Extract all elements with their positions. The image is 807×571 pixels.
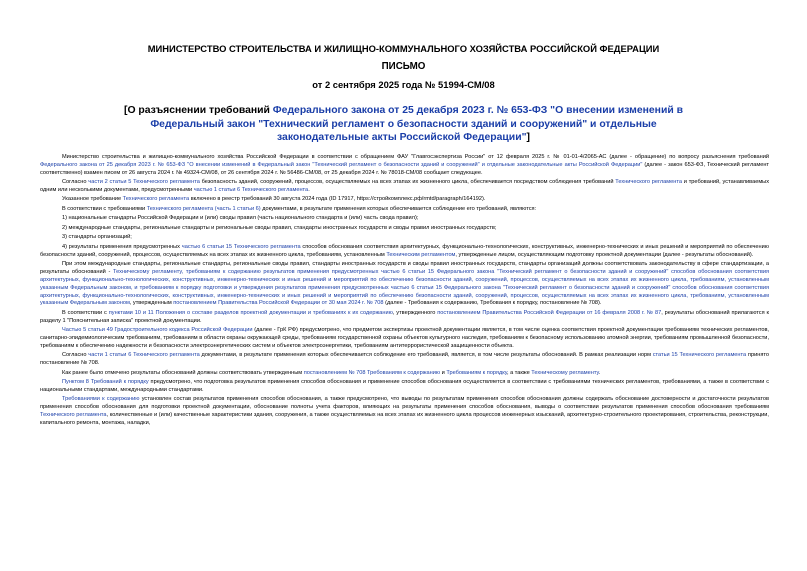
document-body: [40, 154, 769, 428]
document-link[interactable]: Технического регламента: [615, 179, 682, 186]
paragraph-text: , утвержденные лицом, осуществляющим подготовку проектной документации (далее - результаты обоснований).: [455, 251, 754, 258]
subject-law-link[interactable]: Федерального закона от 25 декабря 2023 г. № 653-ФЗ "О внесении изменений в Федеральный закон "Технический регламент о безопасности зданий и сооружений" и отдельные законодательные акты Российской Федерации": [150, 105, 684, 143]
paragraph: [40, 327, 769, 351]
document-link[interactable]: Требованиям к порядку: [446, 369, 507, 376]
paragraph-text: Согласно: [62, 352, 89, 359]
paragraph: [40, 196, 769, 204]
document-link[interactable]: постановлением № 708 Требованиям к содержанию: [303, 369, 441, 376]
document-link[interactable]: части 2 статьи 5 Технического регламента: [88, 179, 200, 186]
document-link[interactable]: частью 6 статьи 15 Технического регламента: [181, 243, 301, 250]
paragraph-text: предусмотрено, что подготовка результатов применения способов обоснования и применение способов обоснования осуществляется в соответствии с требованиями технических регламентов, требованиями, а также в соответствии с национальными стандартами, международными стандартами.: [40, 379, 770, 393]
paragraph-text: При этом международные стандарты, региональные стандарты, региональные своды правил, стандарты иностранных государств и своды правил иностранных государств, стандарты организаций должны соответствовать законодательству в сфере стандартизации, а результаты обоснований -: [40, 261, 769, 275]
document-link[interactable]: Требованиями к содержанию: [62, 396, 140, 403]
paragraph-text: , а также: [506, 369, 532, 376]
paragraph-text: документами, в результате применения которых обеспечивается соблюдение его требований, являются:: [260, 205, 537, 212]
document-link[interactable]: Пунктом 8 Требований к порядку: [62, 379, 149, 386]
paragraph-text: (далее - Требования к содержанию, Требования к порядку, постановление № 708).: [383, 300, 602, 307]
document-link[interactable]: частью 1 статьи 6 Технического регламента: [193, 187, 309, 194]
paragraph-text: Согласно: [62, 179, 89, 186]
paragraph: [40, 310, 769, 326]
document-link[interactable]: Техническому регламенту, требованиям к содержанию результатов применения предусмотренных частью 6 статьи 15 Федерального закона "Технический регламент о безопасности зданий и сооружений" способов обоснования соответствия архитектурных, функционально-технологических, конструктивных, инженерно-технических и иных решений и мероприятий по обеспечению безопасности зданий, сооружений, процессов, осуществляемых на всех этапах их жизненного цикла, требованиям, установленным указанным Федеральным законом, и требованиям к порядку подготовки и утверждения результатов применения предусмотренных частью 6 статьи 15 Федерального закона "Технический регламент о безопасности зданий и сооружений" способов обоснования соответствия архитектурных, функционально-технологических, конструктивных, инженерно-технических и иных решений и мероприятий по обеспечению безопасности зданий, сооружений, процессов, осуществляемых на всех этапах их жизненного цикла, требованиям, установленным указанным Федеральным законом: [40, 268, 769, 307]
paragraph: [40, 396, 769, 427]
paragraph: [40, 244, 769, 260]
paragraph-text: способов обоснования соответствия архитектурных, функционально-технологических, конструктивных, инженерно-технических и иных решений и мероприятий по обеспечению безопасности зданий, сооружений, процессов, осуществляемых на всех этапах их жизненного цикла, требованиям, установленным: [40, 243, 769, 258]
paragraph-text: и: [440, 369, 447, 376]
document-link[interactable]: Частью 5 статьи 49 Градостроительного кодекса Российской Федерации: [62, 327, 253, 334]
paragraph: [40, 179, 769, 195]
document-link[interactable]: Технического регламента (часть 1 статьи 6): [146, 205, 261, 212]
document-link[interactable]: статьи 15 Технического регламента: [652, 352, 747, 359]
paragraph-text: , количественные и (или) качественные характеристики здания, сооружения, а также осуществляемых на всех этапах их жизненного цикла процессов инженерных изысканий, архитектурно-строительного проектирования, строительства, реконструкции, капитального ремонта, монтажа, наладки,: [40, 412, 769, 426]
ministry-title: МИНИСТЕРСТВО СТРОИТЕЛЬСТВА И ЖИЛИЩНО-КОММУНАЛЬНОГО ХОЗЯЙСТВА РОССИЙСКОЙ ФЕДЕРАЦИИ: [147, 43, 660, 54]
document-link[interactable]: Федерального закона от 25 декабря 2023 г. № 653-ФЗ "О внесении изменений в Федеральный закон "Технический регламент о безопасности зданий и сооружений" и отдельные законодательные акты Российской Федерации": [40, 161, 643, 168]
document-link[interactable]: Технического регламента: [122, 196, 190, 203]
document-type: ПИСЬМО: [381, 61, 426, 72]
paragraph-text: 3) стандарты организаций;: [62, 234, 132, 241]
paragraph-text: Указанное требование: [62, 196, 123, 203]
paragraph-text: , утвержденным: [129, 300, 174, 307]
document-link[interactable]: Техническим регламентом: [386, 251, 456, 258]
paragraph: [40, 352, 769, 368]
paragraph-text: 2) международные стандарты, региональные стандарты и региональные своды правил, стандарты иностранных государств и своды правил иностранных государств;: [62, 224, 497, 231]
subject-prefix: [О разъяснении требований: [123, 105, 273, 116]
paragraph-text: Министерство строительства и жилищно-коммунального хозяйства Российской Федерации в соответствии с обращением ФАУ "Главгосэкспертиза России" от 12 февраля 2025 г. № 01-01-4/2065-АС (далее - обращение) по вопросу разъяснения требований: [62, 154, 769, 160]
document-subject: [108, 104, 699, 145]
document-link[interactable]: пунктами 10 и 11 Положения о составе разделов проектной документации и требованиях к их содержанию: [108, 309, 393, 316]
document-date-number: от 2 сентября 2025 года № 51994-СМ/08: [312, 79, 495, 90]
paragraph-text: (далее - ГрК РФ) предусмотрено, что предметом экспертизы проектной документации является, в том числе оценка соответствия проектной документации требованиям технических регламентов, санитарно-эпидемиологическим требованиям, требованиям в области охраны окружающей среды, требованиям государственной охраны объектов культурного наследия, требованиям к безопасному использованию атомной энергии, требованиям промышленной безопасности, требованиям к обеспечению надежности и безопасности электроэнергетических систем и объектов электроэнергетики, требованиям антитеррористической защищенности объекта.: [40, 327, 769, 349]
paragraph: [40, 206, 769, 214]
paragraph-text: Как ранее было отмечено результаты обоснований должны соответствовать утвержденным: [62, 369, 304, 376]
paragraph-text: , утвержденного: [392, 309, 438, 316]
document-link[interactable]: Технического регламента: [40, 412, 107, 419]
subject-suffix: ]: [526, 132, 530, 143]
paragraph: [40, 379, 769, 395]
paragraph-text: В соответствии с требованиями: [62, 205, 147, 212]
paragraph: [40, 261, 769, 308]
document-link[interactable]: постановлением Правительства Российской Федерации от 30 мая 2024 г. № 708: [173, 300, 384, 307]
paragraph: [40, 370, 769, 378]
document-link[interactable]: Техническому регламенту: [531, 369, 599, 376]
paragraph-text: включено в реестр требований 30 августа 2024 года (ID 17917, https://стройкомплекс.рф/rmtd/paragraph/164192).: [189, 196, 486, 203]
paragraph-text: (далее - закон 653-ФЗ, Технический регламент соответственно) взамен писем от 26 августа 2024 г. № 49324-СМ/08, от 26 сентября 2024 г. № 56486-СМ/08, от 25 декабря 2024 г. № 78018-СМ/08 сообщает следующее.: [40, 161, 769, 176]
paragraph-text: принято постановление № 708.: [40, 352, 769, 367]
paragraph-text: 1) национальные стандарты Российской Федерации и (или) своды правил (часть национального стандарта и (или) часть свода правил);: [62, 215, 419, 222]
paragraph-text: .: [598, 369, 601, 376]
paragraph-text: В соответствии с: [62, 309, 109, 316]
paragraph: [40, 225, 769, 233]
paragraph-text: и требований, устанавливаемых одним или несколькими документами, предусмотренными: [40, 179, 770, 194]
document-link[interactable]: постановлением Правительства Российской Федерации от 16 февраля 2008 г. № 87: [437, 309, 662, 316]
paragraph-text: 4) результаты применения предусмотренных: [62, 243, 182, 250]
paragraph: [40, 154, 769, 178]
paragraph-text: установлен состав результатов применения способов обоснования, а также предусмотрено, что выводы по результатам применения способов обоснования должны содержать обоснование достоверности и достаточности результатов применения способов обоснования для подготовки проектной документации, обоснование полноты учета факторов, влияющих на результаты применения способов обоснования, выводы о соответствии результатов применения способов обоснования требованиям: [40, 396, 769, 411]
paragraph-text: безопасность зданий, сооружений, процессов, осуществляемых на всех этапах их жизненного цикла, обеспечивается посредством соблюдения требований: [199, 179, 616, 186]
paragraph-text: , результаты обоснований прилагаются к разделу 1 "Пояснительная записка" проектной документации.: [40, 309, 769, 324]
paragraph-text: .: [308, 187, 310, 194]
document-link[interactable]: части 1 статьи 6 Технического регламента: [88, 352, 200, 359]
paragraph: [40, 215, 769, 223]
paragraph-text: документами, в результате применения которых обеспечивается соблюдение его требований, является, в том числе результаты обоснований. В рамках реализации норм: [199, 352, 653, 359]
paragraph: [40, 234, 769, 242]
